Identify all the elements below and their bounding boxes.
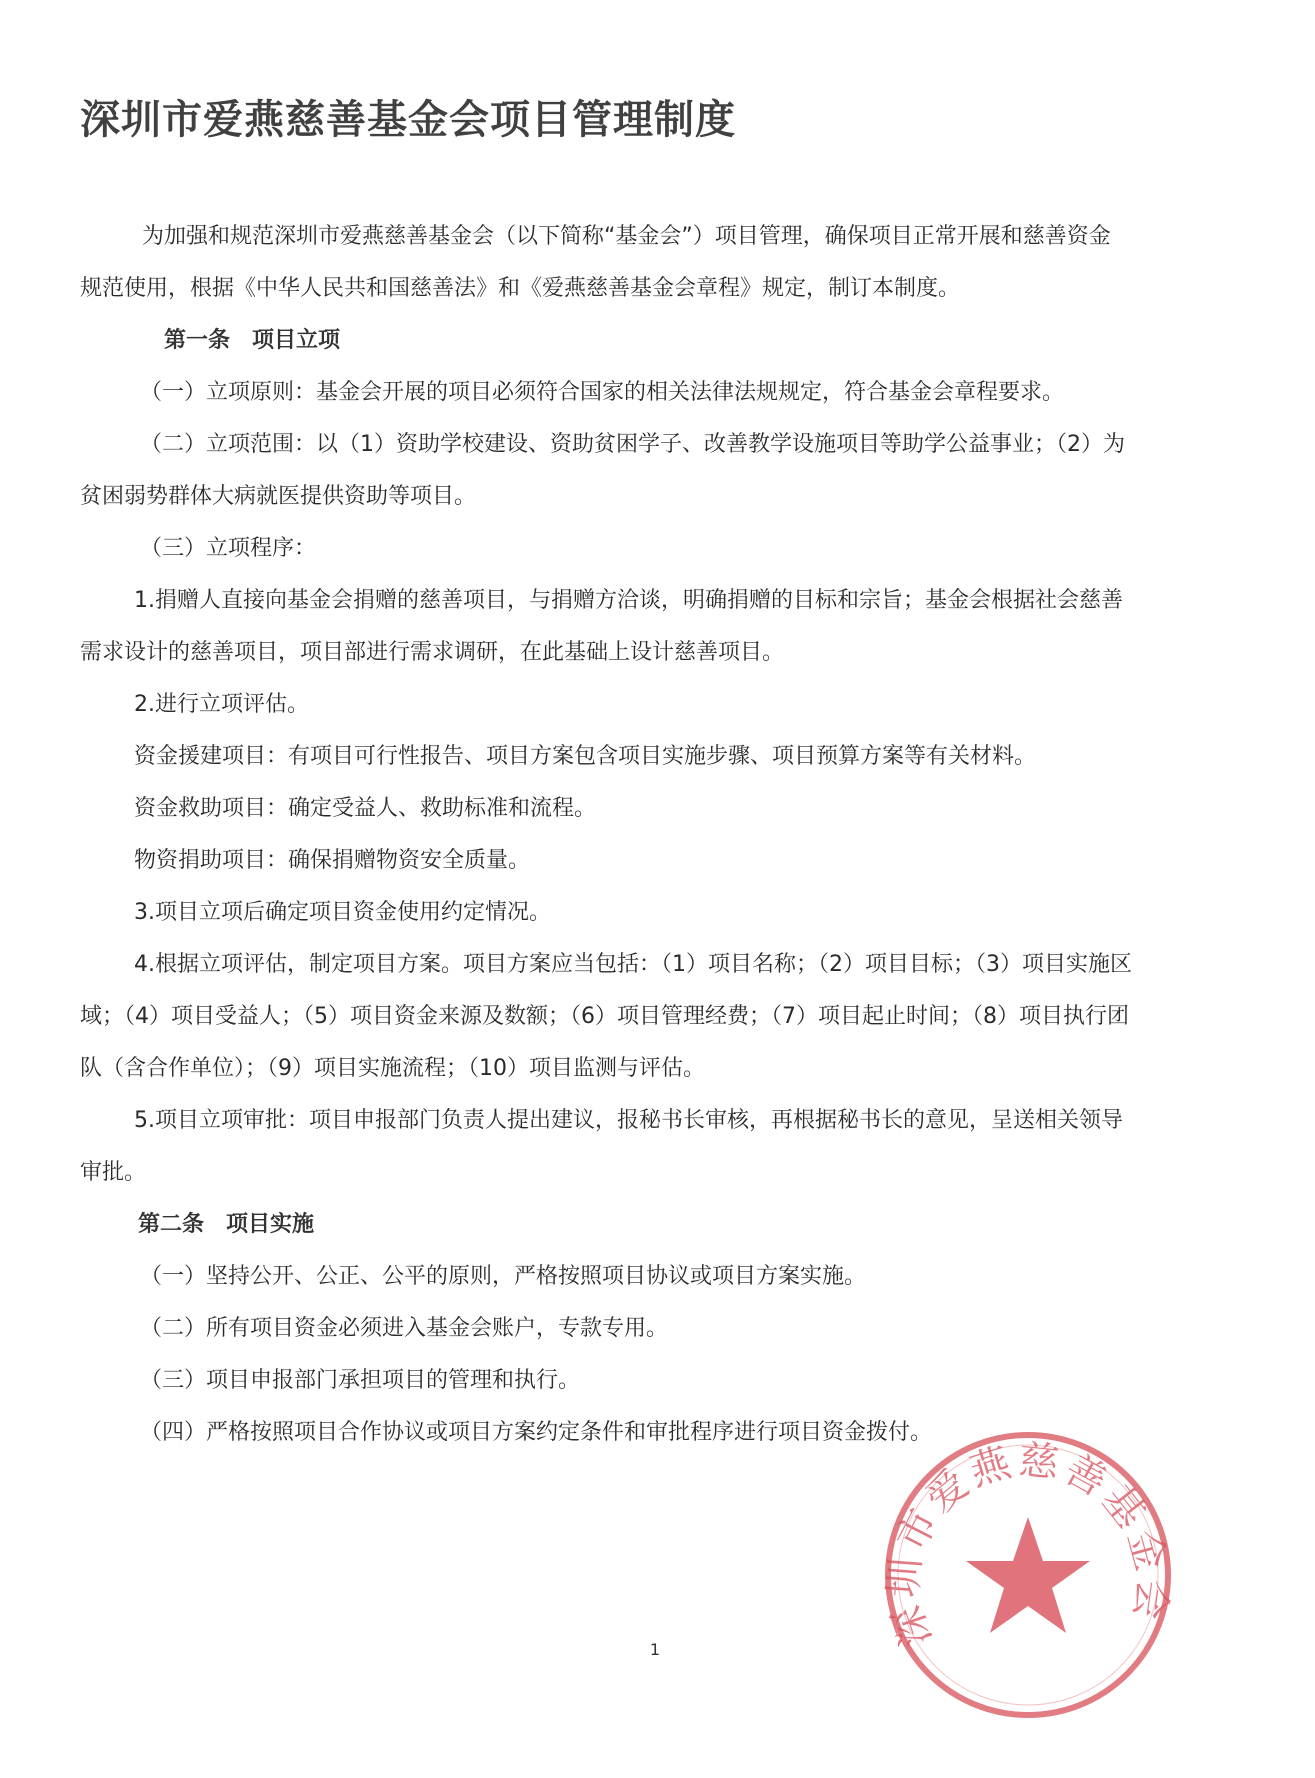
paragraph-line: 物资捐助项目：确保捐赠物资安全质量。 xyxy=(134,848,531,873)
paragraph-line: （二）所有项目资金必须进入基金会账户，专款专用。 xyxy=(140,1316,669,1341)
paragraph-line: 资金救助项目：确定受益人、救助标准和流程。 xyxy=(134,796,597,821)
seal-text: 深圳市爱燕慈善基金会 xyxy=(880,1437,1176,1653)
paragraph-line: 队（含合作单位）；（9）项目实施流程；（10）项目监测与评估。 xyxy=(80,1056,705,1081)
paragraph-line: 审批。 xyxy=(80,1160,147,1185)
section-heading: 第一条 项目立项 xyxy=(164,328,341,353)
paragraph-line: （一）立项原则：基金会开展的项目必须符合国家的相关法律法规规定，符合基金会章程要求。 xyxy=(140,380,1065,405)
paragraph-line: 2.进行立项评估。 xyxy=(134,692,309,717)
paragraph-line: （三）项目申报部门承担项目的管理和执行。 xyxy=(140,1368,581,1393)
section-heading: 第二条 项目实施 xyxy=(138,1212,315,1237)
page-title: 深圳市爱燕慈善基金会项目管理制度 xyxy=(80,97,736,143)
paragraph-line: 贫困弱势群体大病就医提供资助等项目。 xyxy=(80,484,477,509)
paragraph-line: （四）严格按照项目合作协议或项目方案约定条件和审批程序进行项目资金拨付。 xyxy=(140,1420,933,1445)
paragraph-line: （三）立项程序： xyxy=(140,536,317,561)
page-number: 1 xyxy=(649,1640,661,1659)
paragraph-line: 4.根据立项评估，制定项目方案。项目方案应当包括：（1）项目名称；（2）项目目标；（3）项目实施区 xyxy=(134,952,1132,977)
paragraph-line: 资金援建项目：有项目可行性报告、项目方案包含项目实施步骤、项目预算方案等有关材料。 xyxy=(134,744,1037,769)
paragraph-line: 5.项目立项审批：项目申报部门负责人提出建议，报秘书长审核，再根据秘书长的意见，呈送相关领导 xyxy=(134,1108,1123,1133)
official-seal-stamp xyxy=(878,1425,1178,1725)
paragraph-line: 域；（4）项目受益人；（5）项目资金来源及数额；（6）项目管理经费；（7）项目起止时间；（8）项目执行团 xyxy=(80,1004,1129,1029)
paragraph-line: 为加强和规范深圳市爱燕慈善基金会（以下简称“基金会”）项目管理，确保项目正常开展和慈善资金 xyxy=(142,224,1111,249)
paragraph-line: 1.捐赠人直接向基金会捐赠的慈善项目，与捐赠方洽谈，明确捐赠的目标和宗旨；基金会根据社会慈善 xyxy=(134,588,1123,613)
seal-star-icon xyxy=(966,1517,1090,1633)
paragraph-line: （二）立项范围：以（1）资助学校建设、资助贫困学子、改善教学设施项目等助学公益事业；（2）为 xyxy=(140,432,1125,457)
paragraph-line: （一）坚持公开、公正、公平的原则，严格按照项目协议或项目方案实施。 xyxy=(140,1264,867,1289)
paragraph-line: 规范使用，根据《中华人民共和国慈善法》和《爱燕慈善基金会章程》规定，制订本制度。 xyxy=(80,276,961,301)
paragraph-line: 需求设计的慈善项目，项目部进行需求调研，在此基础上设计慈善项目。 xyxy=(80,640,785,665)
paragraph-line: 3.项目立项后确定项目资金使用约定情况。 xyxy=(134,900,551,925)
